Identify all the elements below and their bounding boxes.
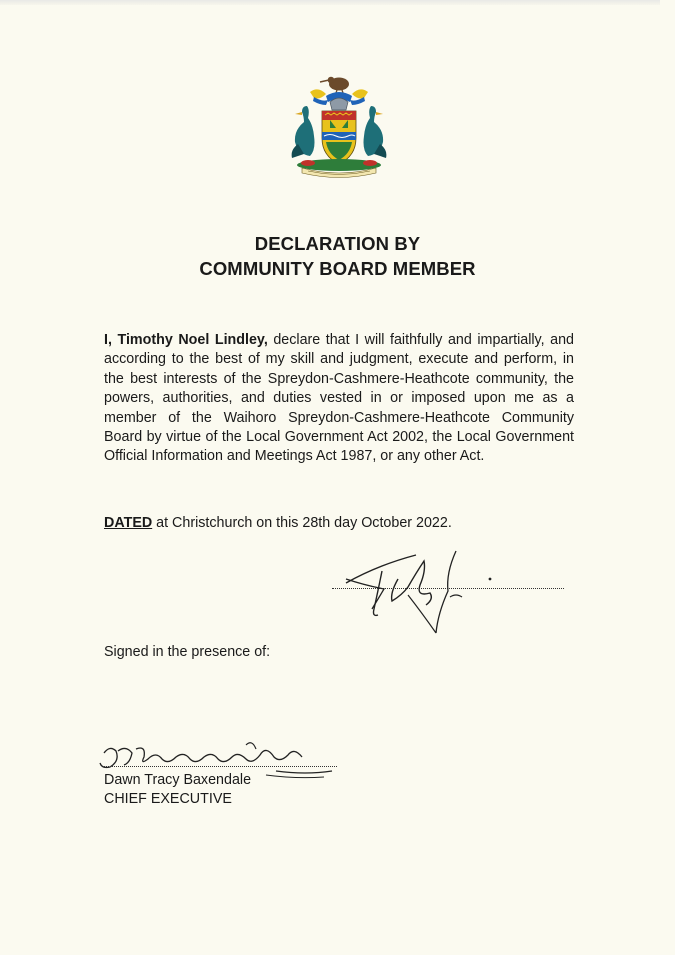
city-coat-of-arms-logo: [280, 70, 398, 180]
dated-label: DATED: [104, 515, 153, 531]
witness-role: CHIEF EXECUTIVE: [104, 791, 232, 807]
dated-text: at Christchurch on this 28th day October 2022.: [152, 515, 452, 531]
declaration-title: [0, 231, 675, 281]
page-top-edge: [0, 0, 660, 5]
declaration-paragraph: [104, 331, 574, 467]
title-line-1: DECLARATION BY: [254, 233, 421, 254]
witness-block: [104, 771, 251, 809]
dated-line: [104, 514, 452, 533]
witness-signature-line: [104, 766, 337, 767]
presence-text: Signed in the presence of:: [104, 644, 271, 660]
witness-name: Dawn Tracy Baxendale: [104, 772, 252, 788]
declarant-name: I, Timothy Noel Lindley,: [104, 332, 268, 348]
member-signature: [338, 543, 498, 643]
title-line-2: COMMUNITY BOARD MEMBER: [199, 258, 476, 279]
declaration-body: declare that I will faithfully and impartially, and according to the best of my skill and judgment, execute and perform, in the best interests of the Spreydon-Cashmere-Heathcote community, the powers, authorities, and duties vested in or imposed upon me as a member of the Waihoro Spreydon-Cashmere-Heathcote Community Board by virtue of the Local Government Act 2002, the Local Government Official Information and Meetings Act 1987, or any other Act.: [104, 332, 575, 465]
